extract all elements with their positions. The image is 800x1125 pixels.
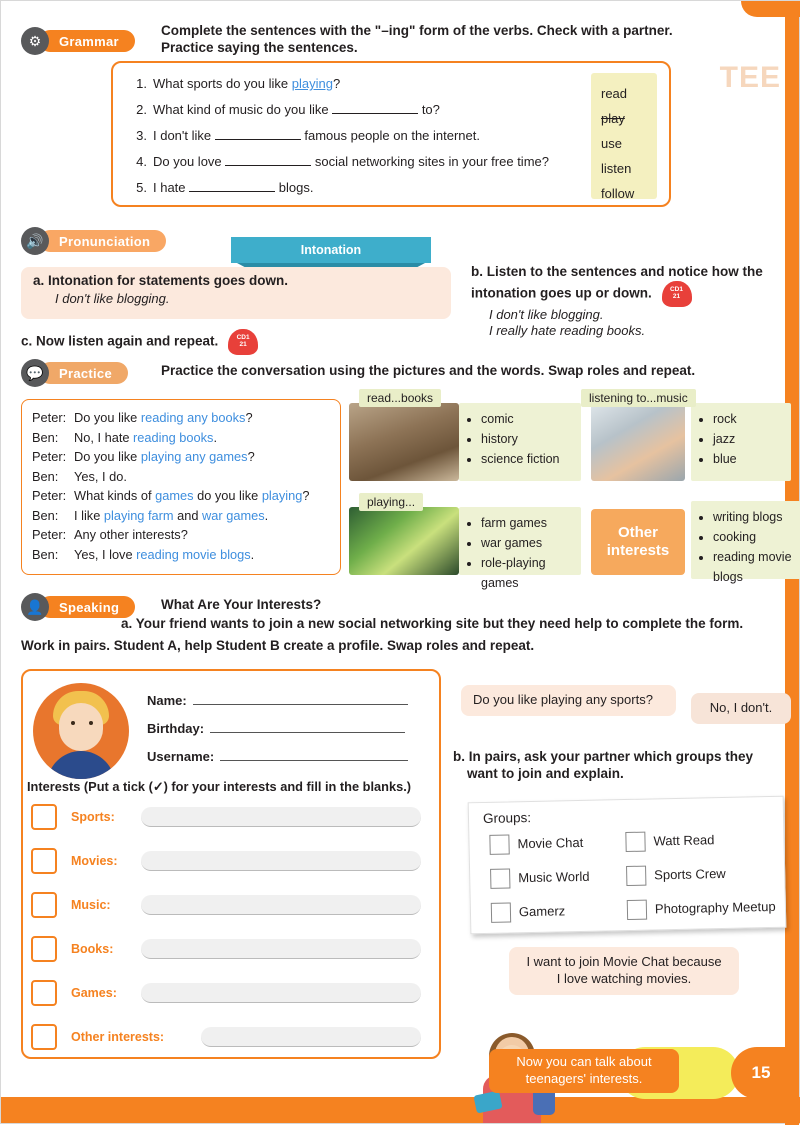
card-caption-listening-music: listening to...music [581,389,696,407]
dialog-speaker: Ben: [32,546,59,562]
interest-checkbox-movies[interactable] [31,848,57,874]
pronunciation-a-text: a. Intonation for statements goes down. [33,273,289,288]
page-number: 15 [751,1063,771,1082]
section-tag-grammar [21,27,135,55]
dialog-highlight: reading movie blogs [136,546,251,562]
dialog-speaker: Ben: [32,429,59,445]
group-checkbox-movie-chat[interactable] [489,834,509,854]
list-item: • comic [481,409,573,429]
group-checkbox-music-world[interactable] [490,868,510,888]
options-games [459,507,581,590]
field-input[interactable] [193,691,408,705]
profile-field-username [147,747,408,764]
dialog-text-post: . [250,546,255,562]
dialog-speaker: Ben: [32,507,59,523]
speech-bubble-closing-line1: I want to join Movie Chat because [526,954,722,969]
pronunciation-b [471,263,791,340]
dialog-line [32,447,330,467]
list-item: • blue [713,449,783,469]
pronunciation-c [21,329,258,355]
interest-input-movies[interactable] [141,851,421,871]
dialog-speaker: Peter: [32,527,67,542]
interest-label-music: Music: [71,898,111,912]
grammar-instruction-line1: Complete the sentences with the "–ing" form of the verbs. Check with a partner. [161,23,673,38]
interest-label-sports: Sports: [71,810,115,824]
item-number: 4. [136,154,147,169]
pronunciation-b-example-2: I really hate reading books. [489,323,646,339]
item-number: 5. [136,180,147,195]
dialog-highlight: reading any books [140,410,246,425]
list-item [127,71,557,97]
group-checkbox-watt-read[interactable] [625,832,645,852]
dialog-highlight: reading books [133,429,214,445]
groups-title: Groups: [482,810,532,827]
dialog-speaker: Peter: [32,410,67,425]
footer-bubble-line2: teenagers' interests. [525,1071,643,1086]
dialog-text: I like [74,507,104,523]
dialog-line [32,506,330,526]
speech-bubble-closing-line2: I love watching movies. [556,970,692,986]
interest-checkbox-other[interactable] [31,1024,57,1050]
audio-label-bottom: 21 [239,341,247,348]
dialog-speaker: Ben: [32,468,59,484]
word-bank-item[interactable]: follow [601,186,635,201]
pronunciation-c-text: c. Now listen again and repeat. [21,333,219,349]
other-interests-card: Other interests [591,509,685,575]
pronunciation-a [21,267,451,319]
audio-label-top: CD1 [236,334,250,342]
list-item: • jazz [713,429,783,449]
options-read-books [459,403,581,481]
word-bank-item[interactable]: play [601,111,625,126]
dialog-highlight: games [155,488,194,503]
speaking-label: Speaking [39,596,135,618]
watermark-text: TEE [719,61,781,94]
options-other-interests [691,501,800,584]
footer-closing-bubble [489,1049,679,1093]
dialog-line [32,525,330,545]
answer-blank[interactable] [225,153,311,166]
group-checkbox-photography-meetup[interactable] [627,900,647,920]
dialog-text: Yes, I love [74,546,137,562]
item-text-post: social networking sites in your free time? [311,154,549,169]
item-text: I hate [153,180,190,195]
girl-headphones-photo [591,403,685,481]
interest-checkbox-books[interactable] [31,936,57,962]
dialog-line [32,545,330,565]
section-tag-practice [21,359,128,387]
profile-field-name [147,691,408,708]
interest-input-other[interactable] [201,1027,421,1047]
group-label-movie-chat: Movie Chat [517,834,584,852]
dialog-text-post: . [213,429,218,445]
audio-cd-icon[interactable] [228,329,258,355]
library-photo [349,403,459,481]
groups-card [468,796,787,935]
speaking-instruction-b [453,749,793,783]
list-item [127,149,557,175]
pronunciation-label: Pronunciation [39,230,166,252]
audio-cd-icon[interactable] [662,281,692,307]
options-music [691,403,791,481]
field-input[interactable] [220,747,408,761]
interest-input-sports[interactable] [141,807,421,827]
dialog-highlight: playing any games [140,449,248,464]
list-item: • history [481,429,573,449]
interest-label-games: Games: [71,986,117,1000]
item-text-post: to? [418,102,440,117]
pronunciation-b-text: b. Listen to the sentences and notice how the intonation goes up or down. [471,264,763,301]
dialog-highlight: playing farm [103,507,174,523]
interest-label-books: Books: [71,942,114,956]
dialog-text: Yes, I do. [74,468,127,484]
item-text-post: ? [332,76,341,91]
pronunciation-a-example: I don't like blogging. [55,291,170,306]
interest-label-movies: Movies: [71,854,118,868]
avatar [33,683,129,779]
speech-bubble-icon: 💬 [21,359,49,387]
speech-bubble-question: Do you like playing any sports? [461,685,676,716]
item-number: 2. [136,102,147,117]
dialog-line [32,467,330,487]
item-number: 1. [136,76,147,91]
dialog-line [32,428,330,448]
group-label-watt-read: Watt Read [653,832,715,849]
item-text-post: famous people on the internet. [300,128,480,143]
answer-blank[interactable] [215,127,301,140]
grammar-label: Grammar [39,30,135,52]
speech-bubble-closing [509,947,739,995]
grammar-question-list [127,71,557,201]
group-label-gamerz: Gamerz [518,903,566,920]
dialog-text: Do you like [74,410,141,425]
field-label: Name: [147,693,187,708]
interest-input-games[interactable] [141,983,421,1003]
card-caption-read-books: read...books [359,389,441,407]
list-item: • science fiction [481,449,573,469]
speaking-instruction-b2: want to join and explain. [467,765,624,781]
dialog-line [32,486,330,506]
field-label: Birthday: [147,721,205,736]
group-label-sports-crew: Sports Crew [654,865,726,883]
dialog-text: Any other interests? [74,527,188,542]
list-item [127,97,557,123]
practice-label: Practice [39,362,128,384]
speaking-instruction-b1: b. In pairs, ask your partner which groups they [453,749,754,764]
field-input[interactable] [210,719,405,733]
interest-input-books[interactable] [141,939,421,959]
word-bank-item[interactable]: use [601,136,622,151]
interest-checkbox-games[interactable] [31,980,57,1006]
item-text-post: blogs. [275,180,314,195]
list-item: • cooking [713,527,793,547]
profile-field-birthday [147,719,405,736]
speaking-instruction-a2: Work in pairs. Student A, help Student B create a profile. Swap roles and repeat. [21,638,535,653]
list-item: • writing blogs [713,507,793,527]
person-speaking-icon: 👤 [21,593,49,621]
item-answer[interactable]: playing [291,76,333,91]
practice-dialog-box [21,399,341,575]
item-number: 3. [136,128,147,143]
group-label-music-world: Music World [518,868,590,886]
list-item [127,123,557,149]
speaker-icon: 🔊 [21,227,49,255]
list-item: • role-playing games [481,553,573,593]
item-text: Do you love [153,154,226,169]
audio-label-bottom: 21 [672,292,681,300]
interest-checkbox-music[interactable] [31,892,57,918]
word-bank [591,73,657,199]
answer-blank[interactable] [332,101,418,114]
gear-icon: ⚙ [21,27,49,55]
list-item: • reading movie blogs [713,547,793,587]
answer-blank[interactable] [189,179,275,192]
audio-label-top: CD1 [669,285,683,293]
pronunciation-b-example-1: I don't like blogging. [489,306,604,322]
item-text: What sports do you like [153,76,292,91]
dialog-text-post: ? [247,449,255,464]
intonation-tab: Intonation [231,237,431,263]
speaking-instruction-a: a. Your friend wants to join a new social networking site but they need help to complete the form. [121,616,744,631]
speaking-title: What Are Your Interests? [161,597,322,612]
group-checkbox-gamerz[interactable] [491,902,511,922]
dialog-speaker: Peter: [32,488,67,503]
grammar-exercise-box [111,61,671,207]
practice-instruction: Practice the conversation using the pictures and the words. Swap roles and repeat. [161,363,696,378]
bottom-orange-bar [1,1097,800,1123]
list-item: • farm games [481,513,573,533]
group-checkbox-sports-crew[interactable] [626,866,646,886]
dialog-text: Do you like [74,449,141,464]
dialog-text-post: do you like playing? [193,488,310,503]
list-item [127,175,557,201]
interest-checkbox-sports[interactable] [31,804,57,830]
interest-input-music[interactable] [141,895,421,915]
interests-instruction: Interests (Put a tick (✓) for your interests and fill in the blanks.) [27,779,412,794]
grammar-instruction [161,23,721,57]
footer-bubble-line1: Now you can talk about [516,1054,652,1070]
field-label: Username: [147,749,215,764]
word-bank-item[interactable]: read [601,86,628,101]
item-text: What kind of music do you like [153,102,333,117]
list-item: • rock [713,409,783,429]
group-label-photography-meetup: Photography Meetup [654,898,776,917]
interest-label-other: Other interests: [71,1030,165,1044]
word-bank-item[interactable]: listen [601,161,632,176]
boys-gaming-photo [349,507,459,575]
card-caption-playing: playing... [359,493,423,511]
section-tag-speaking [21,593,135,621]
speech-bubble-answer: No, I don't. [691,693,791,724]
top-white-strip [1,1,761,15]
list-item: • war games [481,533,573,553]
item-text: I don't like [153,128,215,143]
grammar-instruction-line2: Practice saying the sentences. [161,39,358,55]
dialog-speaker: Peter: [32,449,67,464]
dialog-text: No, I hate [74,429,134,445]
dialog-text: What kinds of [74,488,156,503]
section-tag-pronunciation [21,227,166,255]
dialog-line [32,408,330,428]
dialog-text-post: ? [245,410,253,425]
dialog-text-post: and war games. [173,507,269,523]
